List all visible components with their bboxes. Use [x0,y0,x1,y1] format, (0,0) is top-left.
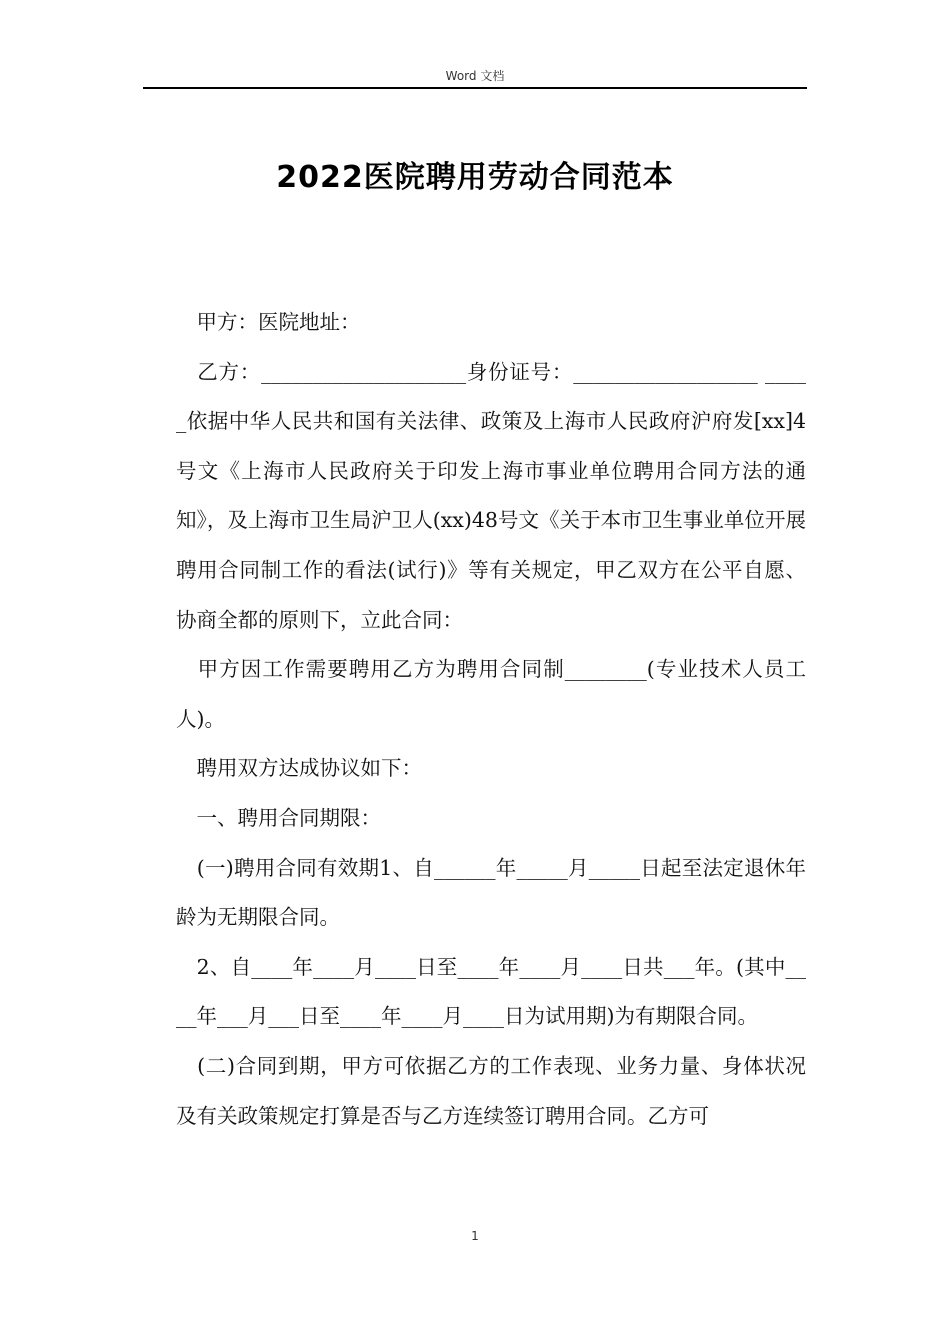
page-number: 1 [471,1229,479,1243]
paragraph-party-b-basis: 乙方：____________________身份证号：__________________ _____依据中华人民共和国有关法律、政策及上海市人民政府沪府发[xx]4号文《上海市人民政府关于印发上海市事业单位聘用合同方法的通知》，及上海市卫生局沪卫人(xx)48号文《关于本市卫生事业单位开展聘用合同制工作的看法(试行)》等有关规定，甲乙双方在公平自愿、协商全都的原则下，立此合同： [176,359,806,632]
paragraph-employment-purpose: 甲方因工作需要聘用乙方为聘用合同制________(专业技术人员工人)。 [176,657,806,731]
document-body [176,298,806,1141]
paragraph-fixed-term: 2、自____年____月____日至____年____月____日共___年。(其中____年___月___日至____年____月____日为试用期)为有期限合同。 [176,954,806,1029]
paragraph-indefinite-term: (一)聘用合同有效期1、自______年_____月_____日起至法定退休年龄为无期限合同。 [176,855,806,930]
paragraph-contract-expiry: (二)合同到期，甲方可依据乙方的工作表现、业务力量、身体状况及有关政策规定打算是否与乙方连续签订聘用合同。乙方可 [176,1053,806,1128]
section-heading-contract-term: 一、聘用合同期限： [176,805,381,830]
page-header-label: Word 文档 [445,69,505,83]
header-divider [143,87,807,89]
paragraph-agreement-intro: 聘用双方达成协议如下： [176,756,422,781]
document-title: 2022医院聘用劳动合同范本 [276,160,674,195]
paragraph-party-a: 甲方：医院地址： [176,310,361,334]
